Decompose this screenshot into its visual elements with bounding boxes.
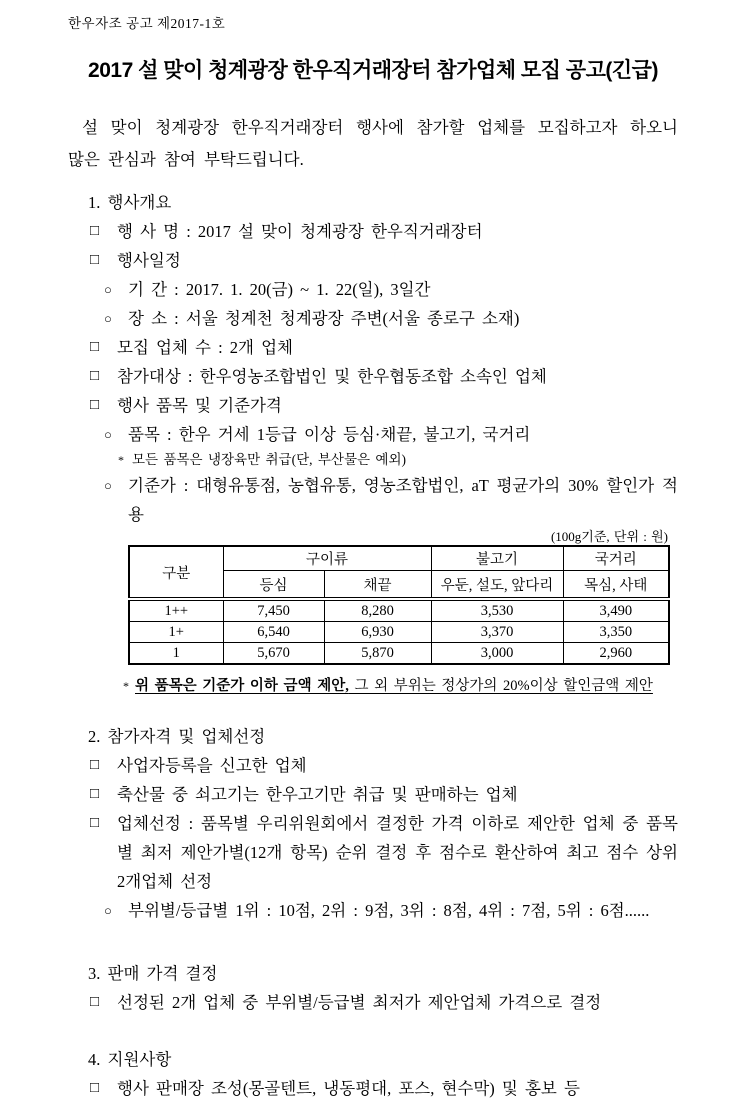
circle-bullet-icon: ○ <box>104 427 112 442</box>
price-cell: 5,670 <box>223 643 324 665</box>
circle-bullet-icon: ○ <box>104 311 112 326</box>
table-row-grade-1 <box>129 643 669 665</box>
checkbox-icon: □ <box>90 994 100 1010</box>
checkbox-icon: □ <box>90 223 100 239</box>
list-item-note-refrigerated <box>118 449 678 471</box>
list-item-base-price <box>104 471 678 529</box>
circle-bullet-icon: ○ <box>104 903 112 918</box>
list-item-text: 참가대상 : 한우영농조합법인 및 한우협동조합 소속인 업체 <box>117 367 547 386</box>
asterisk-marker: * <box>123 679 129 693</box>
table-row-grade-1p <box>129 622 669 643</box>
price-table-block <box>123 529 668 696</box>
table-subheader-soup-cuts: 목심, 사태 <box>563 571 669 600</box>
list-item-support <box>90 1074 678 1103</box>
intro-paragraph <box>68 112 678 176</box>
list-item-text: 모집 업체 수 : 2개 업체 <box>117 338 293 357</box>
table-caption: (100g기준, 단위 : 원) <box>550 529 668 544</box>
list-item-event-schedule <box>90 246 678 275</box>
list-item-text: 업체선정 : 품목별 우리위원회에서 결정한 가격 이하로 제안한 업체 중 품목별 최저 제안가별(12개 항목) 순위 결정 후 점수로 환산하여 최고 점수 상위 2개업체 선정 <box>117 814 678 891</box>
checkbox-icon: □ <box>90 368 100 384</box>
footnote-rest-text: 그 외 부위는 정상가의 20%이상 할인금액 제안 <box>348 678 653 694</box>
price-cell: 5,870 <box>324 643 431 665</box>
list-item-text: 품목 : 한우 거세 1등급 이상 등심·채끝, 불고기, 국거리 <box>128 425 531 444</box>
list-item-text: 행사일정 <box>117 251 181 270</box>
price-cell: 3,370 <box>431 622 563 643</box>
checkbox-icon: □ <box>90 757 100 773</box>
grade-cell: 1+ <box>129 622 223 643</box>
price-table <box>128 545 670 665</box>
list-item-text: 기 간 : 2017. 1. 20(금) ~ 1. 22(일), 3일간 <box>128 280 431 299</box>
list-item-items-price <box>90 391 678 420</box>
table-subheader-sirloin: 등심 <box>223 571 324 600</box>
price-cell: 6,930 <box>324 622 431 643</box>
circle-bullet-icon: ○ <box>104 478 112 493</box>
list-item-company-count <box>90 333 678 362</box>
list-item-text: 장 소 : 서울 청계천 청계광장 주변(서울 종로구 소재) <box>128 309 520 328</box>
asterisk-marker: * <box>118 453 124 467</box>
table-header-grill: 구이류 <box>223 546 431 571</box>
table-row-grade-1pp <box>129 599 669 622</box>
checkbox-icon: □ <box>90 786 100 802</box>
footnote-bold-text: 위 품목은 기준가 이하 금액 제안, <box>135 678 349 694</box>
table-header-soup: 국거리 <box>563 546 669 571</box>
price-cell: 3,000 <box>431 643 563 665</box>
grade-cell: 1++ <box>129 599 223 622</box>
list-item-text: 행사 판매장 조성(몽골텐트, 냉동평대, 포스, 현수막) 및 홍보 등 <box>117 1079 580 1098</box>
table-footnote <box>123 676 668 696</box>
circle-bullet-icon: ○ <box>104 282 112 297</box>
table-subheader-bulgogi-cuts: 우둔, 설도, 앞다리 <box>431 571 563 600</box>
section-1-heading: 1. 행사개요 <box>88 193 172 212</box>
table-header-category: 구분 <box>129 546 223 599</box>
list-item-scoring <box>104 896 678 925</box>
table-header-bulgogi: 불고기 <box>431 546 563 571</box>
list-item-text: 행사 품목 및 기준가격 <box>117 396 282 415</box>
list-item-final-price <box>90 988 678 1017</box>
list-item-text: 부위별/등급별 1위 : 10점, 2위 : 9점, 3위 : 8점, 4위 : 7점, 5위 : 6점...... <box>128 901 650 920</box>
price-cell: 6,540 <box>223 622 324 643</box>
price-cell: 2,960 <box>563 643 669 665</box>
checkbox-icon: □ <box>90 252 100 268</box>
list-item-text: 사업자등록을 신고한 업체 <box>117 756 307 775</box>
list-item-selection-method <box>90 809 678 896</box>
section-3-heading: 3. 판매 가격 결정 <box>88 964 218 983</box>
checkbox-icon: □ <box>90 339 100 355</box>
list-item-period <box>104 275 678 304</box>
list-item-text: 모든 품목은 냉장육만 취급(단, 부산물은 예외) <box>132 452 406 467</box>
checkbox-icon: □ <box>90 397 100 413</box>
list-item-products <box>104 420 678 449</box>
list-item-business-registration <box>90 751 678 780</box>
checkbox-icon: □ <box>90 815 100 831</box>
list-item-eligibility <box>90 362 678 391</box>
price-cell: 3,530 <box>431 599 563 622</box>
grade-cell: 1 <box>129 643 223 665</box>
list-item-event-name <box>90 217 678 246</box>
list-item-place <box>104 304 678 333</box>
section-2-heading: 2. 참가자격 및 업체선정 <box>88 727 266 746</box>
price-cell: 8,280 <box>324 599 431 622</box>
doc-number: 한우자조 공고 제2017-1호 <box>68 16 226 31</box>
section-4-heading: 4. 지원사항 <box>88 1050 172 1069</box>
list-item-text: 기준가 : 대형유통점, 농협유통, 영농조합법인, aT 평균가의 30% 할인가 적용 <box>128 476 678 524</box>
price-cell: 7,450 <box>223 599 324 622</box>
price-cell: 3,490 <box>563 599 669 622</box>
price-cell: 3,350 <box>563 622 669 643</box>
list-item-text: 행 사 명 : 2017 설 맞이 청계광장 한우직거래장터 <box>117 222 483 241</box>
list-item-hanwoo-only <box>90 780 678 809</box>
page-title: 2017 설 맞이 청계광장 한우직거래장터 참가업체 모집 공고(긴급) <box>88 59 658 82</box>
list-item-text: 선정된 2개 업체 중 부위별/등급별 최저가 제안업체 가격으로 결정 <box>117 993 602 1012</box>
checkbox-icon: □ <box>90 1080 100 1096</box>
list-item-text: 축산물 중 쇠고기는 한우고기만 취급 및 판매하는 업체 <box>117 785 518 804</box>
table-subheader-striploin: 채끝 <box>324 571 431 600</box>
intro-line-1: 설 맞이 청계광장 한우직거래장터 행사에 참가할 업체를 모집하고자 하오니 <box>82 118 678 137</box>
intro-line-2: 많은 관심과 참여 부탁드립니다. <box>68 150 304 169</box>
